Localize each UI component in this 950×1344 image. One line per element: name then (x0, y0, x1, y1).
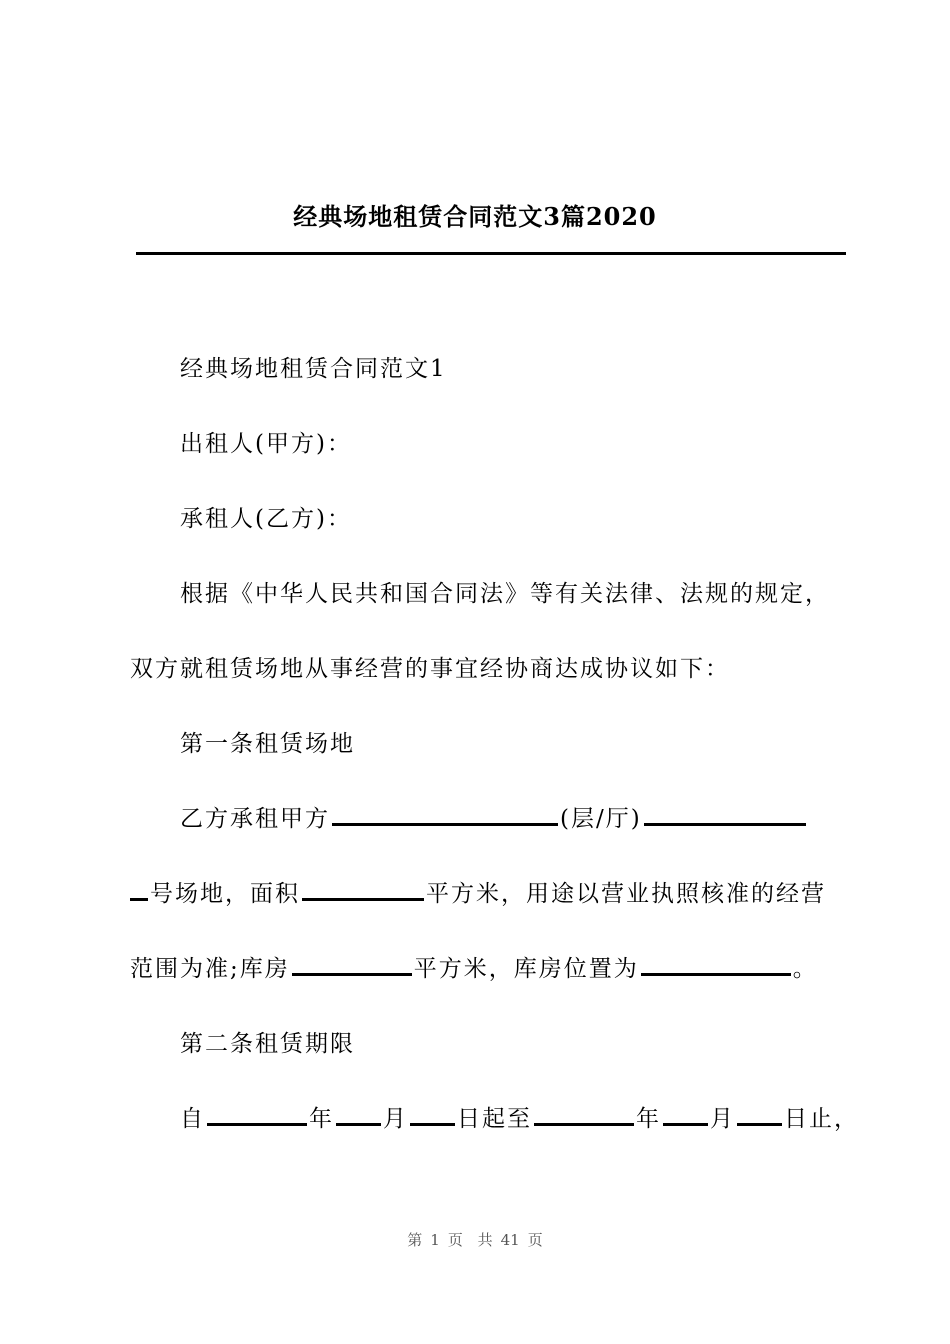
article-1-line-2 (130, 879, 870, 909)
fill-blank (302, 896, 424, 901)
fill-blank (130, 896, 148, 901)
lessee-line: 承租人(乙方)： (180, 506, 352, 532)
text-segment: 年 (309, 1106, 334, 1132)
fill-blank (410, 1121, 455, 1126)
text-segment: 平方米，用途以营业执照核准的经营 (426, 881, 826, 907)
fill-blank (663, 1121, 708, 1126)
fill-blank (534, 1121, 634, 1126)
basis-line-1: 根据《中华人民共和国合同法》等有关法律、法规的规定， (180, 581, 830, 607)
article-1-line-3 (130, 954, 870, 984)
footer-total-pages: 41 (500, 1231, 520, 1249)
text-segment: 年 (636, 1106, 661, 1132)
fill-blank (336, 1121, 381, 1126)
text-segment: (层/厅) (560, 806, 642, 832)
page-footer (0, 1229, 950, 1250)
document-title: 经典场地租赁合同范文3篇2020 (293, 202, 657, 231)
fill-blank (292, 971, 412, 976)
article-2-line-1 (130, 1104, 870, 1134)
text-segment: 自 (180, 1106, 205, 1132)
article-1-line-1 (130, 804, 870, 834)
fill-blank (641, 971, 791, 976)
basis-line-2: 双方就租赁场地从事经营的事宜经协商达成协议如下： (130, 656, 730, 682)
article-2-heading: 第二条租赁期限 (180, 1031, 355, 1057)
text-segment: 月 (383, 1106, 408, 1132)
footer-middle: 页 共 (447, 1231, 493, 1249)
fill-blank (644, 821, 806, 826)
fill-blank (737, 1121, 782, 1126)
footer-page-number: 1 (430, 1231, 440, 1249)
text-segment: 号场地，面积 (150, 881, 300, 907)
footer-prefix: 第 (407, 1231, 423, 1249)
text-segment: 平方米，库房位置为 (413, 956, 639, 982)
text-segment: 日起至 (457, 1106, 532, 1132)
section-heading-1: 经典场地租赁合同范文1 (180, 356, 447, 382)
footer-suffix: 页 (527, 1231, 543, 1249)
text-segment: 。 (792, 956, 818, 982)
text-segment: 月 (710, 1106, 735, 1132)
lessor-line: 出租人(甲方)： (180, 431, 352, 457)
text-segment: 乙方承租甲方 (180, 806, 330, 832)
article-1-heading: 第一条租赁场地 (180, 731, 355, 757)
title-underline (136, 252, 846, 255)
fill-blank (332, 821, 558, 826)
text-segment: 日止， (784, 1106, 859, 1132)
text-segment: 范围为准;库房 (130, 956, 290, 982)
fill-blank (207, 1121, 307, 1126)
